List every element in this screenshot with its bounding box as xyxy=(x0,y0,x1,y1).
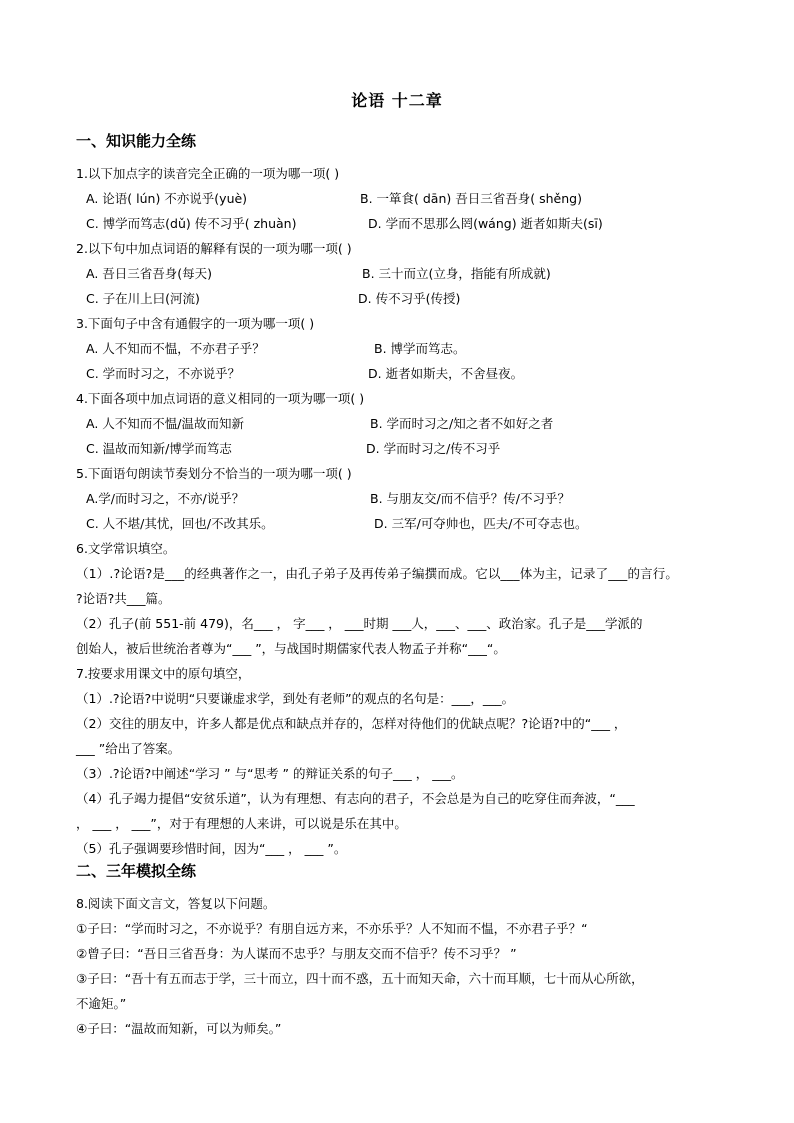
question-7-line-5: （4）孔子竭力提倡“安贫乐道”，认为有理想、有志向的君子，不会总是为自己的吃穿住而奔波，“___ xyxy=(76,791,635,806)
question-2-option-d: D. 传不习乎(传授) xyxy=(358,291,461,306)
question-1-option-a: A. 论语( lún) 不亦说乎(yuè) xyxy=(86,191,248,206)
question-2-option-c: C. 子在川上曰(河流) xyxy=(86,291,200,306)
question-5-option-c: C. 人不堪/其忧，回也/不改其乐。 xyxy=(86,516,274,531)
question-4-option-b: B. 学而时习之/知之者不如好之者 xyxy=(370,416,554,431)
question-5-option-d: D. 三军/可夺帅也，匹夫/不可夺志也。 xyxy=(374,516,588,531)
question-7-line-2: （2）交往的朋友中，许多人都是优点和缺点并存的，怎样对待他们的优缺点呢？?论语?中的“___ ， xyxy=(76,716,627,731)
question-1-option-d: D. 学而不思那么罔(wáng) 逝者如斯夫(sī) xyxy=(368,216,603,231)
passage-line-2: ②曾子曰：“吾日三省吾身：为人谋而不忠乎？与朋友交而不信乎？传不习乎？ ” xyxy=(76,946,517,961)
question-3-option-c: C. 学而时习之，不亦说乎？ xyxy=(86,366,241,381)
question-7-line-1: （1）.?论语?中说明“只要谦虚求学，到处有老师”的观点的名句是：___，___。 xyxy=(76,691,515,706)
question-2-stem: 2.以下句中加点词语的解释有误的一项为哪一项( ) xyxy=(76,241,352,256)
question-2-option-b: B. 三十而立(立身，指能有所成就) xyxy=(362,266,551,281)
question-3-option-b: B. 博学而笃志。 xyxy=(374,341,466,356)
passage-line-5: ④子曰：“温故而知新，可以为师矣。” xyxy=(76,1021,282,1036)
question-5-option-a: A.学/而时习之，不亦/说乎？ xyxy=(86,491,245,506)
question-6-line-4: 创始人，被后世统治者尊为“___ ”，与战国时期儒家代表人物孟子并称“___“。 xyxy=(76,641,506,656)
section-heading-1: 一、知识能力全练 xyxy=(76,132,197,150)
question-7-line-3: ___ ”给出了答案。 xyxy=(76,741,181,756)
question-4-stem: 4.下面各项中加点词语的意义相同的一项为哪一项( ) xyxy=(76,391,365,406)
question-1-stem: 1.以下加点字的读音完全正确的一项为哪一项( ) xyxy=(76,166,340,181)
question-3-stem: 3.下面句子中含有通假字的一项为哪一项( ) xyxy=(76,316,315,331)
question-4-option-a: A. 人不知而不愠/温故而知新 xyxy=(86,416,244,431)
question-6-line-3: （2）孔子(前 551-前 479)，名___ ， 字___ ， ___时期 ___人，___、___、政治家。孔子是___学派的 xyxy=(76,616,643,631)
section-heading-2: 二、三年模拟全练 xyxy=(76,862,197,880)
passage-line-1: ①子曰：“学而时习之，不亦说乎？有朋自远方来，不亦乐乎？人不知而不愠，不亦君子乎？“ xyxy=(76,921,588,936)
question-4-option-d: D. 学而时习之/传不习乎 xyxy=(366,441,501,456)
question-5-stem: 5.下面语句朗读节奏划分不恰当的一项为哪一项( ) xyxy=(76,466,352,481)
question-1-option-b: B. 一箪食( dān) 吾日三省吾身( shěng) xyxy=(360,191,582,206)
passage-line-3: ③子曰：“吾十有五而志于学，三十而立，四十而不惑，五十而知天命，六十而耳顺，七十而从心所欲， xyxy=(76,971,644,986)
question-3-option-a: A. 人不知而不愠，不亦君子乎？ xyxy=(86,341,265,356)
passage-line-4: 不逾矩。” xyxy=(76,996,127,1011)
doc-title: 论语 十二章 xyxy=(351,91,443,110)
question-2-option-a: A. 吾日三省吾身(每天) xyxy=(86,266,213,281)
question-8-stem: 8.阅读下面文言文，答复以下问题。 xyxy=(76,896,276,911)
question-4-option-c: C. 温故而知新/博学而笃志 xyxy=(86,441,232,456)
question-3-option-d: D. 逝者如斯夫，不舍昼夜。 xyxy=(368,366,524,381)
question-1-option-c: C. 博学而笃志(dǔ) 传不习乎( zhuàn) xyxy=(86,216,297,231)
question-7-line-4: （3）.?论语?中阐述“学习 ” 与“思考 ” 的辩证关系的句子___ ， ___。 xyxy=(76,766,464,781)
question-7-line-6: ， ___ ， ___”，对于有理想的人来讲，可以说是乐在其中。 xyxy=(76,816,407,831)
question-7-stem: 7.按要求用课文中的原句填空， xyxy=(76,666,251,681)
question-6-stem: 6.文学常识填空。 xyxy=(76,541,176,556)
question-6-line-1: （1）.?论语?是___的经典著作之一，由孔子弟子及再传弟子编撰而成。它以___体为主，记录了___的言行。 xyxy=(76,566,679,581)
question-5-option-b: B. 与朋友交/而不信乎？传/不习乎？ xyxy=(370,491,570,506)
question-6-line-2: ?论语?共___篇。 xyxy=(76,591,171,606)
question-7-line-7: （5）孔子强调要珍惜时间，因为“___ ， ___ ”。 xyxy=(76,841,347,856)
